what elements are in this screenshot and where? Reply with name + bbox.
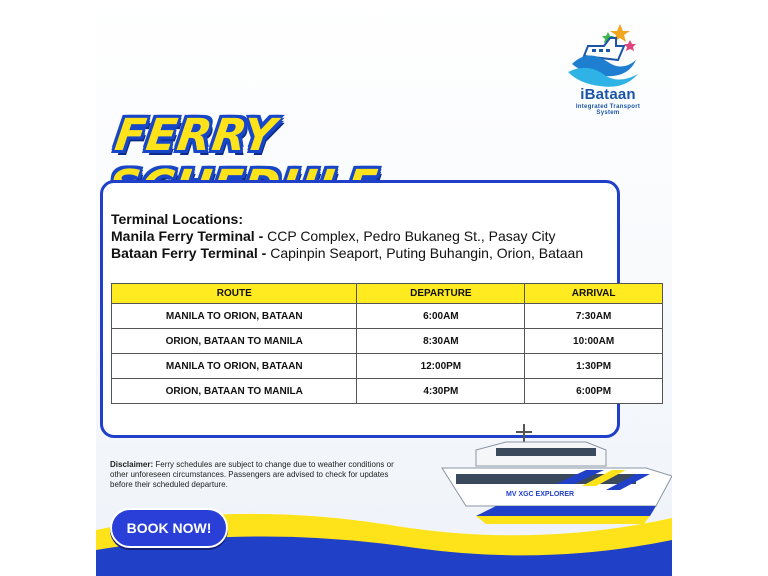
column-header-arrival: ARRIVAL bbox=[525, 284, 663, 304]
departure-cell: 8:30AM bbox=[357, 329, 525, 354]
disclaimer-text: Ferry schedules are subject to change due to weather conditions or other unforeseen circumstances. Passengers are advised to check for updates before their scheduled departure. bbox=[110, 460, 394, 489]
route-cell: MANILA TO ORION, BATAAN bbox=[112, 354, 357, 379]
logo-tagline: Integrated Transport System bbox=[575, 104, 641, 116]
bataan-terminal bbox=[111, 245, 611, 262]
route-cell: ORION, BATAAN TO MANILA bbox=[112, 329, 357, 354]
bataan-terminal-address: Capinpin Seaport, Puting Buhangin, Orion, Bataan bbox=[270, 245, 584, 261]
disclaimer-label: Disclaimer: bbox=[110, 460, 154, 469]
ibataan-logo bbox=[558, 18, 650, 114]
schedule-card bbox=[100, 180, 620, 438]
ferry-boat-icon bbox=[436, 420, 672, 530]
column-header-departure: DEPARTURE bbox=[357, 284, 525, 304]
bataan-terminal-label: Bataan Ferry Terminal - bbox=[111, 245, 267, 261]
book-now-button[interactable]: BOOK NOW! bbox=[110, 508, 228, 548]
column-header-route: ROUTE bbox=[112, 284, 357, 304]
arrival-cell: 6:00PM bbox=[525, 379, 663, 404]
table-row bbox=[112, 354, 663, 379]
manila-terminal-label: Manila Ferry Terminal - bbox=[111, 228, 264, 244]
logo-name: iBataan bbox=[580, 86, 636, 103]
arrival-cell: 1:30PM bbox=[525, 354, 663, 379]
schedule-table bbox=[111, 283, 663, 404]
terminal-heading: Terminal Locations: bbox=[111, 211, 243, 227]
departure-cell: 12:00PM bbox=[357, 354, 525, 379]
arrival-cell: 10:00AM bbox=[525, 329, 663, 354]
schedule-table-wrap bbox=[111, 283, 663, 404]
ferry-schedule-poster bbox=[96, 0, 672, 576]
departure-cell: 6:00AM bbox=[357, 304, 525, 329]
route-cell: MANILA TO ORION, BATAAN bbox=[112, 304, 357, 329]
table-row bbox=[112, 379, 663, 404]
table-header-row bbox=[112, 284, 663, 304]
manila-terminal bbox=[111, 228, 611, 245]
disclaimer bbox=[110, 460, 412, 490]
arrival-cell: 7:30AM bbox=[525, 304, 663, 329]
ship-wave-logo-icon bbox=[558, 18, 650, 92]
page-title: FERRY bbox=[112, 110, 280, 161]
terminal-locations bbox=[111, 211, 611, 262]
manila-terminal-address-text: CCP Complex, Pedro Bukaneg St., Pasay City bbox=[267, 228, 556, 244]
table-row bbox=[112, 304, 663, 329]
departure-cell: 4:30PM bbox=[357, 379, 525, 404]
route-cell: ORION, BATAAN TO MANILA bbox=[112, 379, 357, 404]
ferry-name: MV XGC EXPLORER bbox=[506, 491, 575, 498]
table-row bbox=[112, 329, 663, 354]
